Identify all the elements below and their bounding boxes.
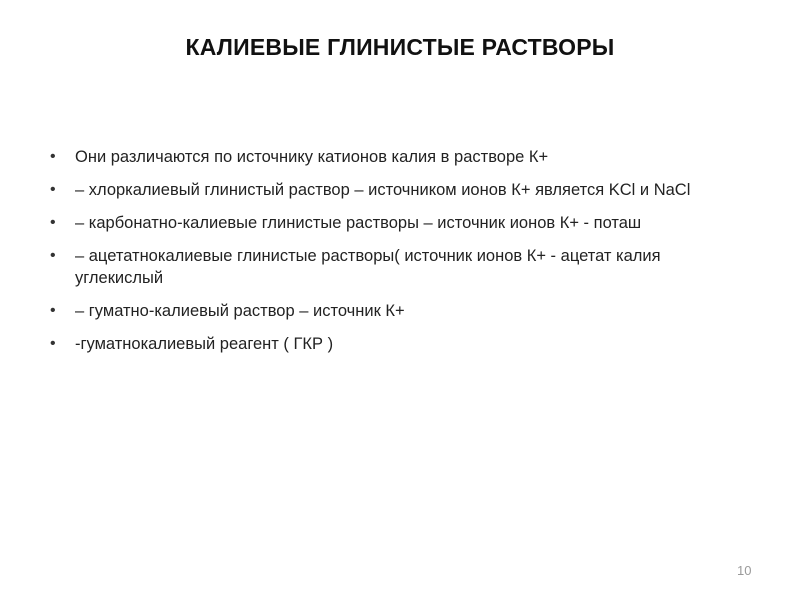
bullet-item [50, 146, 740, 168]
bullet-dot-icon: • [50, 302, 56, 319]
bullet-text: – хлоркалиевый глинистый раствор – источником ионов К+ является KCl и NaCl [75, 181, 691, 199]
bullet-list [50, 146, 740, 366]
bullet-text: – карбонатно-калиевые глинистые растворы – источник ионов К+ - поташ [75, 214, 642, 232]
page-number: 10 [737, 563, 752, 578]
bullet-item [50, 333, 740, 355]
bullet-text: Они различаются по источнику катионов калия в растворе К+ [75, 148, 549, 166]
bullet-dot-icon: • [50, 247, 56, 264]
bullet-item [50, 245, 740, 289]
bullet-dot-icon: • [50, 148, 56, 165]
bullet-text: -гуматнокалиевый реагент ( ГКР ) [75, 335, 334, 353]
bullet-dot-icon: • [50, 214, 56, 231]
bullet-text: – ацетатнокалиевые глинистые растворы( источник ионов К+ - ацетат калия углекислый [75, 247, 661, 287]
bullet-item [50, 179, 740, 201]
bullet-dot-icon: • [50, 181, 56, 198]
bullet-item [50, 212, 740, 234]
bullet-text: – гуматно-калиевый раствор – источник К+ [75, 302, 405, 320]
bullet-item [50, 300, 740, 322]
bullet-dot-icon: • [50, 335, 56, 352]
slide-title: КАЛИЕВЫЕ ГЛИНИСТЫЕ РАСТВОРЫ [185, 34, 615, 60]
